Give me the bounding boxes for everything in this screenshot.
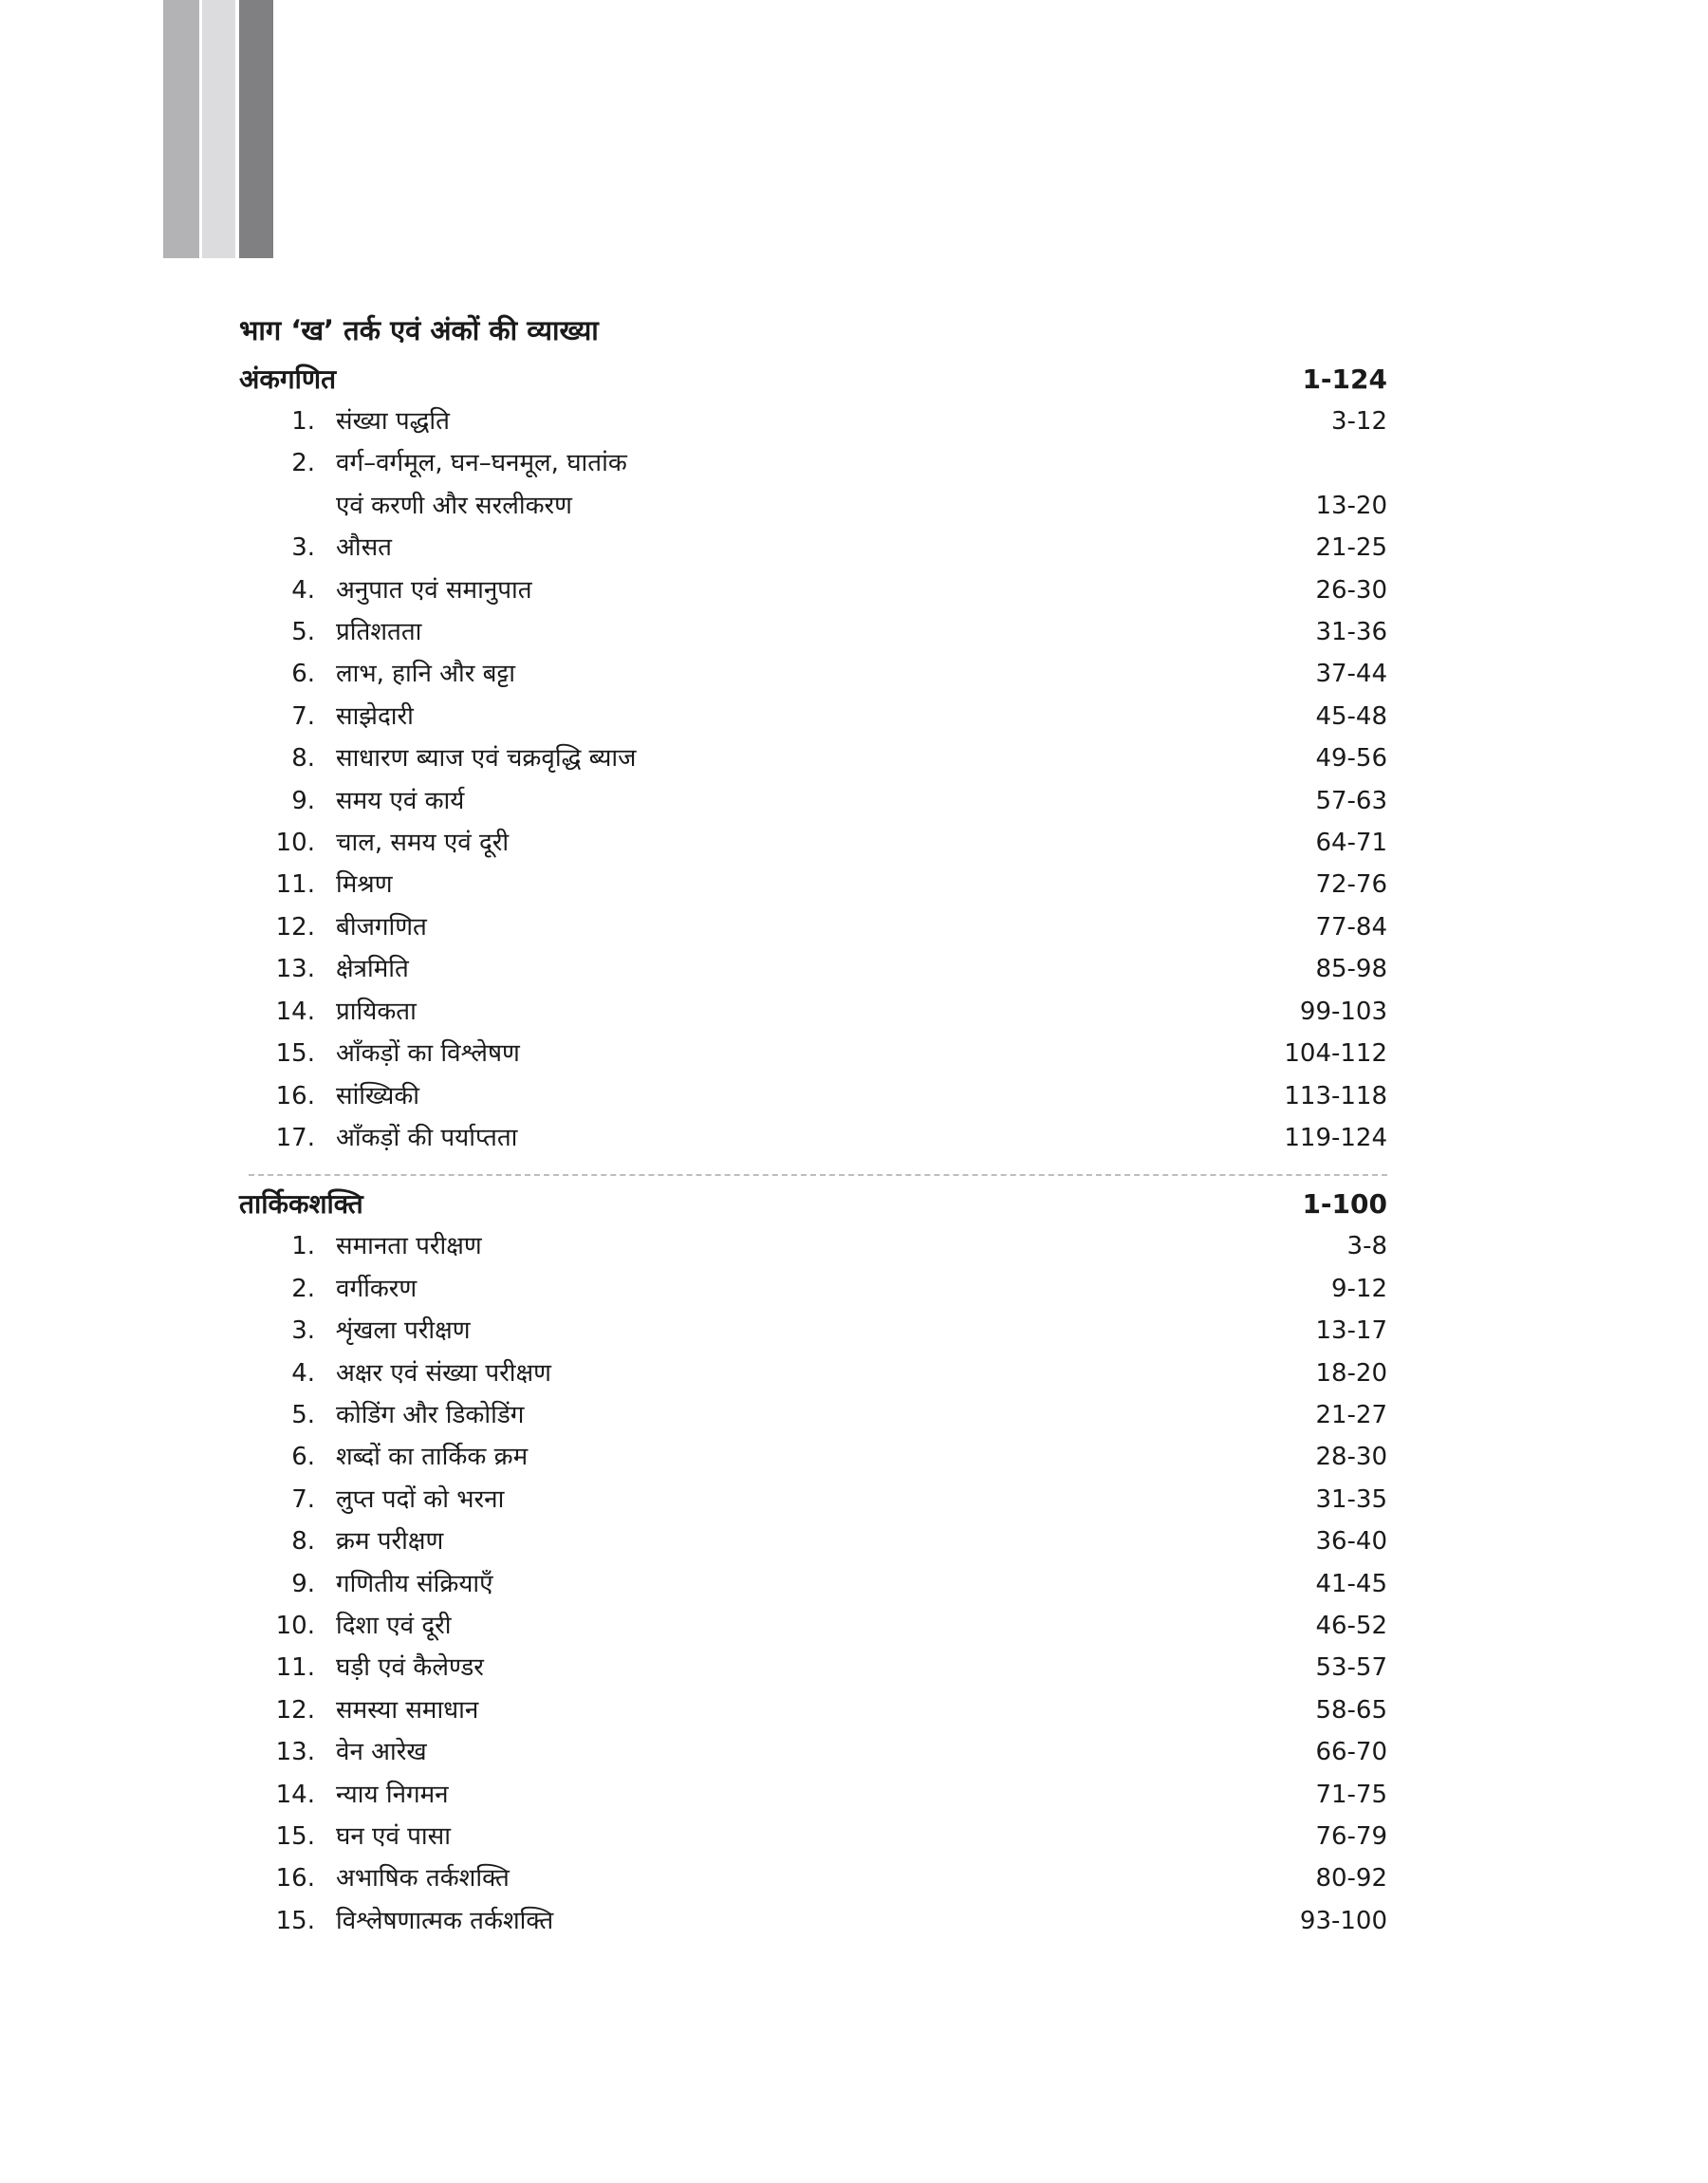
- entry-title-line: गणितीय संक्रियाएँ: [336, 1569, 493, 1598]
- entry-title: [315, 737, 1197, 779]
- entry-title: [315, 653, 1197, 695]
- entry-title-line: क्षेत्रमिति: [336, 955, 409, 984]
- entry-pages: 26-30: [1315, 575, 1387, 605]
- entry-title-line: अभाषिक तर्कशक्ति: [336, 1864, 510, 1894]
- toc-entry[interactable]: [239, 822, 1387, 864]
- entry-number: 13.: [275, 955, 315, 984]
- entry-title-line: आँकड़ों का विश्लेषण: [336, 1039, 520, 1069]
- entry-pages: 119-124: [1284, 1123, 1387, 1152]
- entry-number: 4.: [291, 575, 315, 605]
- entry-title: [315, 1225, 1197, 1267]
- entry-number: 16.: [275, 1081, 315, 1110]
- entry-title: [315, 1394, 1197, 1436]
- toc-entry[interactable]: [239, 1521, 1387, 1562]
- entry-title-line: लुप्त पदों को भरना: [336, 1484, 505, 1514]
- entry-title: [315, 1310, 1197, 1352]
- toc-entry[interactable]: [239, 1605, 1387, 1647]
- entry-title: [315, 1033, 1197, 1074]
- entry-title-line: सांख्यिकी: [336, 1081, 420, 1110]
- entry-number: 9.: [291, 1569, 315, 1598]
- entry-pages: 36-40: [1315, 1527, 1387, 1557]
- entry-title: [315, 1479, 1197, 1521]
- entry-title: [315, 401, 1197, 442]
- entry-title-line: संख्या पद्धति: [336, 407, 450, 436]
- entry-title: [315, 1731, 1197, 1773]
- entry-title: [315, 1521, 1197, 1562]
- entry-title: [315, 569, 1197, 611]
- entry-pages: 18-20: [1315, 1358, 1387, 1388]
- entry-title-line: समय एवं कार्य: [336, 786, 465, 815]
- entry-pages: 58-65: [1315, 1695, 1387, 1725]
- entry-number: 10.: [275, 1611, 315, 1640]
- entry-number: 15.: [275, 1906, 315, 1935]
- entry-pages: 76-79: [1315, 1822, 1387, 1851]
- toc-entry[interactable]: [239, 1563, 1387, 1605]
- entry-number: 1.: [291, 1232, 315, 1261]
- entry-title: [315, 1436, 1197, 1478]
- toc-entry[interactable]: [239, 1900, 1387, 1942]
- entry-number: 3.: [291, 533, 315, 563]
- entry-title: [315, 1857, 1197, 1899]
- entry-pages: 77-84: [1315, 912, 1387, 942]
- toc-entry[interactable]: [239, 1647, 1387, 1689]
- entry-number: 5.: [291, 618, 315, 647]
- entry-pages: 113-118: [1284, 1081, 1387, 1110]
- toc-entry[interactable]: [239, 948, 1387, 990]
- section-heading[interactable]: [239, 357, 1387, 401]
- entry-title-line: वर्ग–वर्गमूल, घन–घनमूल, घातांक: [336, 449, 627, 478]
- entry-number: 8.: [291, 744, 315, 774]
- entry-title: [315, 527, 1197, 569]
- entry-title: [315, 1117, 1197, 1159]
- toc-sections: [239, 357, 1387, 1942]
- toc-entry[interactable]: [239, 906, 1387, 948]
- toc-entry[interactable]: [239, 1731, 1387, 1773]
- entry-number: 14.: [275, 1780, 315, 1809]
- entry-title-line: साधारण ब्याज एवं चक्रवृद्धि ब्याज: [336, 744, 637, 774]
- entry-title-line: वर्गीकरण: [336, 1274, 418, 1303]
- entry-number: 6.: [291, 660, 315, 689]
- entry-title-line: प्रतिशतता: [336, 618, 422, 647]
- entry-title: [315, 1075, 1197, 1117]
- entry-pages: 21-27: [1315, 1400, 1387, 1429]
- toc-entry[interactable]: [239, 991, 1387, 1033]
- toc-entry[interactable]: [239, 1436, 1387, 1478]
- entry-number: 12.: [275, 912, 315, 942]
- entry-pages: 9-12: [1330, 1274, 1387, 1303]
- entry-number: 10.: [275, 829, 315, 858]
- entry-number: 9.: [291, 786, 315, 815]
- toc-entry[interactable]: [239, 1689, 1387, 1731]
- entry-title: [315, 780, 1197, 822]
- entry-number: 3.: [291, 1316, 315, 1346]
- entry-title-line: घन एवं पासा: [336, 1822, 451, 1851]
- entry-number: 2.: [291, 1274, 315, 1303]
- entry-pages: 37-44: [1315, 660, 1387, 689]
- entry-title-line: साझेदारी: [336, 701, 414, 731]
- toc-entry[interactable]: [239, 1353, 1387, 1394]
- entry-pages: 41-45: [1315, 1569, 1387, 1598]
- entry-title-line-2: एवं करणी और सरलीकरण: [336, 491, 572, 520]
- entry-pages: 3-12: [1330, 407, 1387, 436]
- entry-pages: 99-103: [1299, 997, 1387, 1026]
- section-title: अंकगणित: [239, 364, 337, 395]
- entry-title: [315, 948, 1197, 990]
- entry-title-line: वेन आरेख: [336, 1738, 427, 1767]
- entry-pages: 28-30: [1315, 1443, 1387, 1472]
- entry-title-line: दिशा एवं दूरी: [336, 1611, 452, 1640]
- table-of-contents: [239, 304, 1387, 1942]
- entry-title: [315, 991, 1197, 1033]
- entry-pages: 31-36: [1315, 618, 1387, 647]
- entry-number: 7.: [291, 1484, 315, 1514]
- entry-title-line: आँकड़ों की पर्याप्तता: [336, 1123, 518, 1152]
- entry-title: [315, 611, 1197, 653]
- toc-entry[interactable]: [239, 1479, 1387, 1521]
- toc-entry[interactable]: [239, 1816, 1387, 1857]
- entry-title: [315, 906, 1197, 948]
- section-divider: [249, 1174, 1387, 1176]
- toc-entry[interactable]: [239, 527, 1387, 569]
- entry-pages: 57-63: [1315, 786, 1387, 815]
- toc-entry[interactable]: [239, 1394, 1387, 1436]
- entry-title: [315, 1689, 1197, 1731]
- entry-pages: 53-57: [1315, 1653, 1387, 1683]
- toc-entry[interactable]: [239, 442, 1387, 527]
- entry-title-line: शृंखला परीक्षण: [336, 1316, 471, 1346]
- decorative-bar-lighter: [202, 0, 235, 258]
- toc-entry[interactable]: [239, 1774, 1387, 1816]
- entry-pages: 71-75: [1315, 1780, 1387, 1809]
- entry-number: 16.: [275, 1864, 315, 1894]
- entry-title: [315, 1900, 1197, 1942]
- section-heading[interactable]: [239, 1182, 1387, 1225]
- entry-pages: 66-70: [1315, 1738, 1387, 1767]
- toc-entry[interactable]: [239, 1033, 1387, 1074]
- entry-number: 15.: [275, 1822, 315, 1851]
- entry-title: [315, 864, 1197, 905]
- entry-title: [315, 442, 1197, 527]
- entry-title-line: अक्षर एवं संख्या परीक्षण: [336, 1358, 551, 1388]
- entry-number: 13.: [275, 1738, 315, 1767]
- entry-pages: 93-100: [1299, 1906, 1387, 1935]
- entry-number: 14.: [275, 997, 315, 1026]
- section-title: तार्किकशक्ति: [239, 1188, 363, 1221]
- entry-number: 7.: [291, 701, 315, 731]
- entry-pages: 31-35: [1315, 1484, 1387, 1514]
- entry-title-line: न्याय निगमन: [336, 1780, 449, 1809]
- entry-pages: 104-112: [1284, 1039, 1387, 1069]
- section-pages: 1-100: [1302, 1187, 1387, 1220]
- entry-pages: 46-52: [1315, 1611, 1387, 1640]
- decorative-bar-light: [163, 0, 199, 258]
- entry-title: [315, 1563, 1197, 1605]
- entry-title-line: औसत: [336, 533, 392, 563]
- toc-entry[interactable]: [239, 401, 1387, 442]
- entry-title-line: विश्लेषणात्मक तर्कशक्ति: [336, 1906, 554, 1935]
- entry-title-line: मिश्रण: [336, 870, 393, 900]
- entry-title: [315, 1353, 1197, 1394]
- toc-entry[interactable]: [239, 1225, 1387, 1267]
- entry-number: 4.: [291, 1358, 315, 1388]
- entry-title: [315, 1816, 1197, 1857]
- entry-title: [315, 1774, 1197, 1816]
- toc-entry[interactable]: [239, 1117, 1387, 1159]
- decorative-bar-dark: [239, 0, 273, 258]
- entry-title: [315, 696, 1197, 737]
- entry-title-line: कोडिंग और डिकोडिंग: [336, 1400, 525, 1429]
- entry-number: 6.: [291, 1443, 315, 1472]
- toc-entry[interactable]: [239, 737, 1387, 779]
- part-title: भाग ‘ख’ तर्क एवं अंकों की व्याख्या: [239, 314, 599, 346]
- entry-pages: 64-71: [1315, 829, 1387, 858]
- entry-pages: 49-56: [1315, 744, 1387, 774]
- entry-title-line: अनुपात एवं समानुपात: [336, 575, 532, 605]
- toc-entry[interactable]: [239, 653, 1387, 695]
- entry-number: 1.: [291, 407, 315, 436]
- entry-title-line: घड़ी एवं कैलेण्डर: [336, 1653, 484, 1683]
- toc-entry[interactable]: [239, 611, 1387, 653]
- toc-entry[interactable]: [239, 696, 1387, 737]
- toc-entry[interactable]: [239, 780, 1387, 822]
- toc-entry[interactable]: [239, 864, 1387, 905]
- entry-pages: 45-48: [1315, 701, 1387, 731]
- entry-number: 15.: [275, 1039, 315, 1069]
- entry-title-line: समानता परीक्षण: [336, 1232, 482, 1261]
- entry-title-line: लाभ, हानि और बट्टा: [336, 660, 515, 689]
- toc-entry[interactable]: [239, 1268, 1387, 1310]
- entry-title: [315, 1268, 1197, 1310]
- entry-number: 8.: [291, 1527, 315, 1557]
- section-pages: 1-124: [1302, 363, 1387, 395]
- entry-number: 5.: [291, 1400, 315, 1429]
- entry-title-line: चाल, समय एवं दूरी: [336, 829, 510, 858]
- entry-pages: 72-76: [1315, 870, 1387, 900]
- entry-pages: 80-92: [1315, 1864, 1387, 1894]
- toc-entry[interactable]: [239, 1857, 1387, 1899]
- entry-title: [315, 1647, 1197, 1689]
- entry-number: 17.: [275, 1123, 315, 1152]
- entry-title-line: समस्या समाधान: [336, 1695, 479, 1725]
- toc-entry[interactable]: [239, 1075, 1387, 1117]
- entry-title-line: क्रम परीक्षण: [336, 1527, 444, 1557]
- entry-number: 12.: [275, 1695, 315, 1725]
- entry-pages: 13-17: [1315, 1316, 1387, 1346]
- toc-entry[interactable]: [239, 569, 1387, 611]
- entry-title-line: बीजगणित: [336, 912, 427, 942]
- toc-entry[interactable]: [239, 1310, 1387, 1352]
- entry-title-line: शब्दों का तार्किक क्रम: [336, 1443, 529, 1472]
- entry-number: 2.: [291, 449, 315, 478]
- entry-pages: 3-8: [1346, 1232, 1387, 1261]
- entry-number: 11.: [275, 1653, 315, 1683]
- entry-pages: 85-98: [1315, 955, 1387, 984]
- entry-number: 11.: [275, 870, 315, 900]
- entry-pages: 13-20: [1315, 491, 1387, 520]
- entry-title: [315, 1605, 1197, 1647]
- entry-title-line: प्रायिकता: [336, 997, 417, 1026]
- entry-title: [315, 822, 1197, 864]
- entry-pages: 21-25: [1315, 533, 1387, 563]
